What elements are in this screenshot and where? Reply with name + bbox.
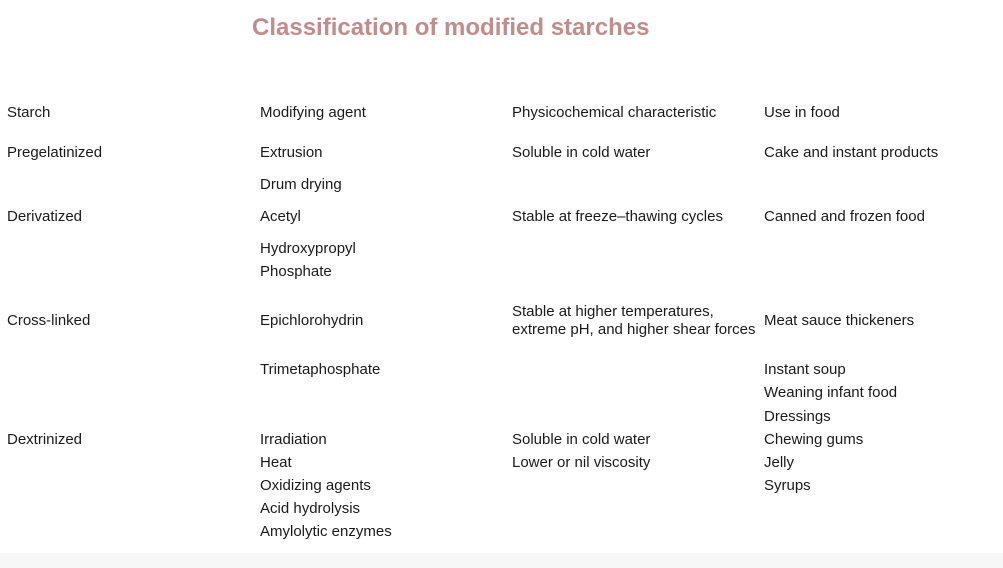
header-physicochemical-characteristic: Physicochemical characteristic xyxy=(512,104,717,121)
table-title: Classification of modified starches xyxy=(252,14,650,41)
starch-crosslinked: Cross-linked xyxy=(7,312,91,329)
characteristic-pregelatinized: Soluble in cold water xyxy=(512,144,651,161)
agent-trimetaphosphate: Trimetaphosphate xyxy=(260,361,381,378)
use-chewing-gums: Chewing gums xyxy=(764,431,864,448)
use-canned-frozen: Canned and frozen food xyxy=(764,208,925,225)
agent-drum-drying: Drum drying xyxy=(260,176,342,193)
starch-dextrinized: Dextrinized xyxy=(7,431,83,448)
starch-derivatized: Derivatized xyxy=(7,208,83,225)
header-starch: Starch xyxy=(7,104,51,121)
use-meat-sauce: Meat sauce thickeners xyxy=(764,312,915,329)
use-jelly: Jelly xyxy=(764,454,795,471)
agent-hydroxypropyl: Hydroxypropyl xyxy=(260,240,356,257)
header-use-in-food: Use in food xyxy=(764,104,840,121)
characteristic-crosslinked-line2: extreme pH, and higher shear forces xyxy=(512,321,756,338)
agent-acetyl: Acetyl xyxy=(260,208,301,225)
agent-heat: Heat xyxy=(260,454,292,471)
characteristic-low-viscosity: Lower or nil viscosity xyxy=(512,454,651,471)
agent-acid-hydrolysis: Acid hydrolysis xyxy=(260,500,361,517)
agent-extrusion: Extrusion xyxy=(260,144,323,161)
agent-epichlorohydrin: Epichlorohydrin xyxy=(260,312,364,329)
use-weaning-infant-food: Weaning infant food xyxy=(764,384,898,401)
page-bottom-band xyxy=(0,553,1003,568)
characteristic-crosslinked-line1: Stable at higher temperatures, xyxy=(512,303,714,320)
use-cake-instant: Cake and instant products xyxy=(764,144,939,161)
starch-pregelatinized: Pregelatinized xyxy=(7,144,103,161)
use-syrups: Syrups xyxy=(764,477,811,494)
agent-oxidizing: Oxidizing agents xyxy=(260,477,371,494)
header-modifying-agent: Modifying agent xyxy=(260,104,366,121)
characteristic-derivatized: Stable at freeze–thawing cycles xyxy=(512,208,723,225)
use-dressings: Dressings xyxy=(764,408,831,425)
agent-amylolytic-enzymes: Amylolytic enzymes xyxy=(260,523,392,540)
agent-irradiation: Irradiation xyxy=(260,431,327,448)
characteristic-soluble: Soluble in cold water xyxy=(512,431,651,448)
use-instant-soup: Instant soup xyxy=(764,361,846,378)
agent-phosphate: Phosphate xyxy=(260,263,332,280)
